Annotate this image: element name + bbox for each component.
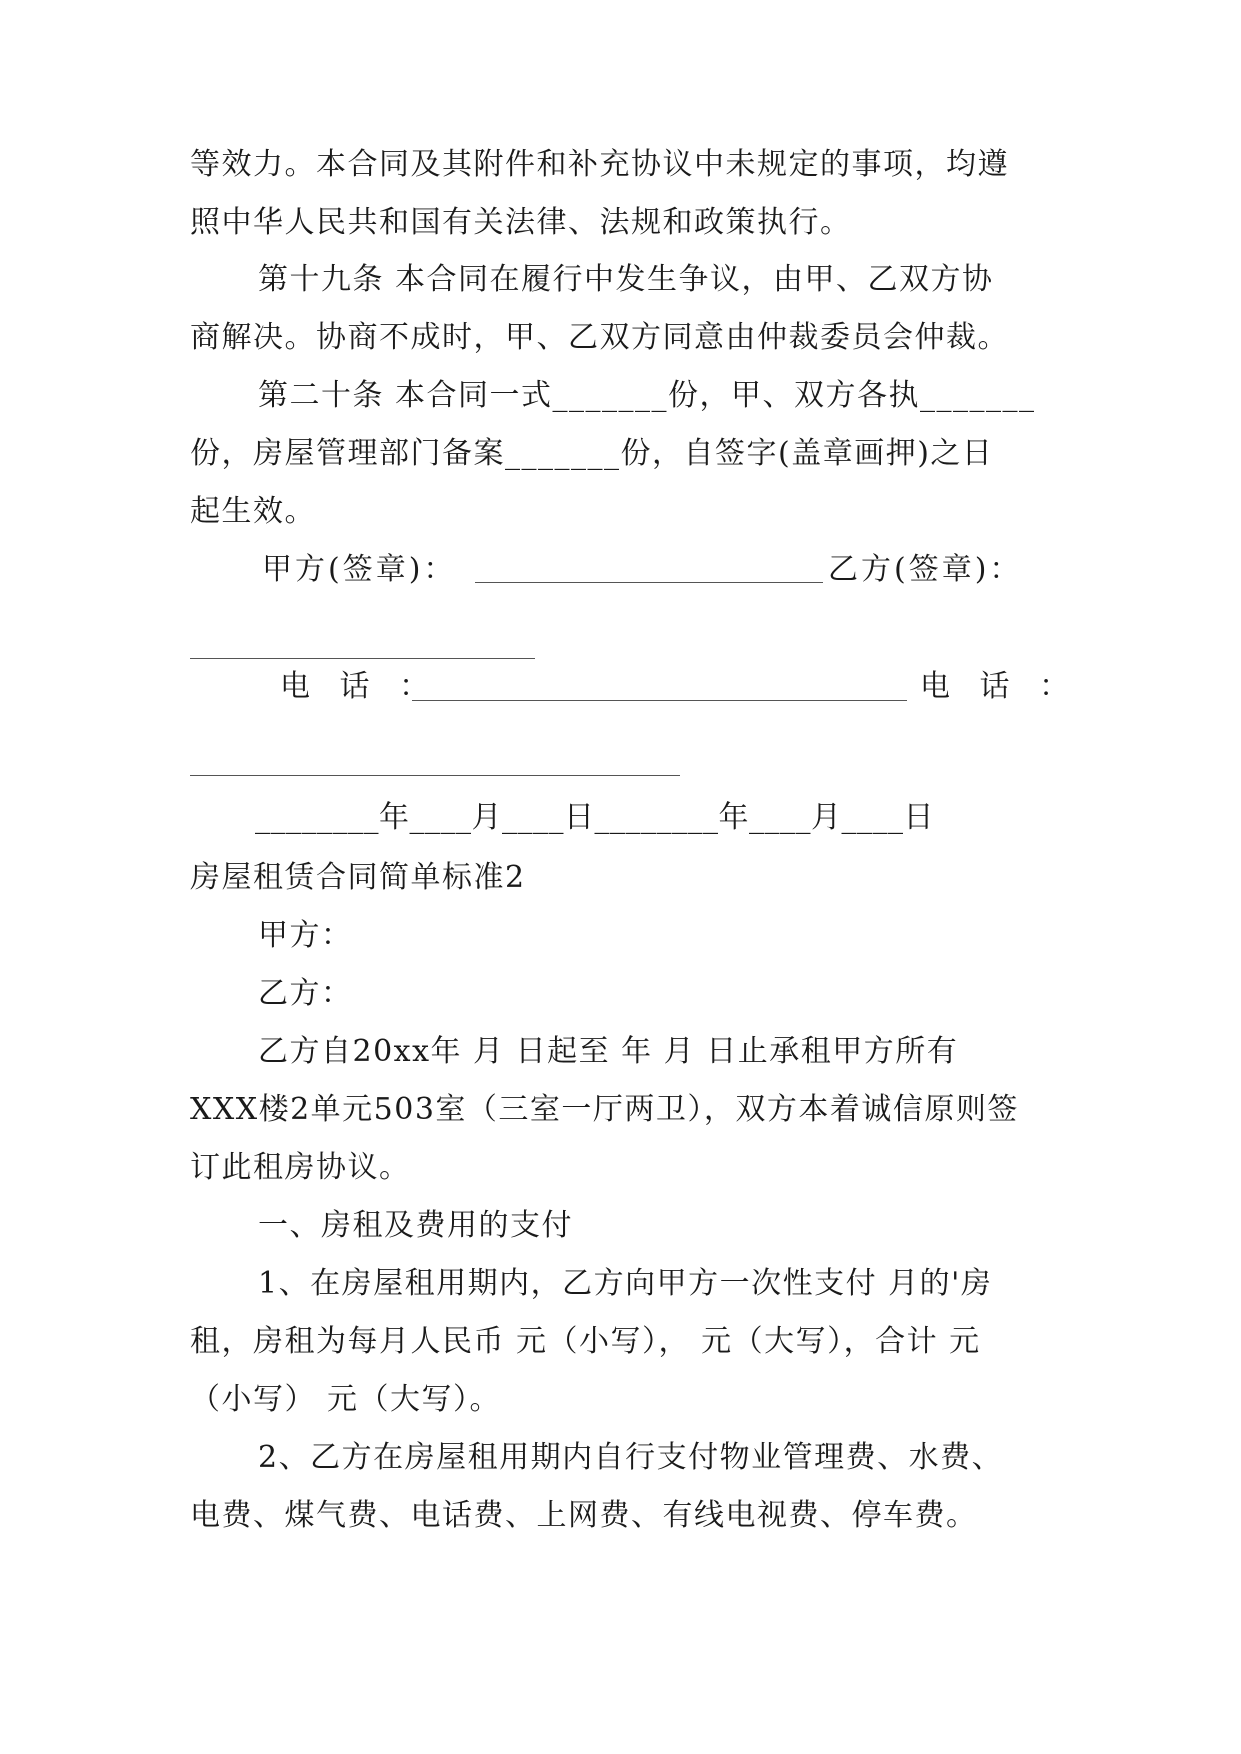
text-line: 2、乙方在房屋租用期内自行支付物业管理费、水费、 — [258, 1440, 1004, 1475]
article-20-heading: 第二十条 本合同一式_______份，甲、双方各执_______ — [258, 378, 1036, 413]
section-title: 房屋租赁合同简单标准2 — [190, 860, 526, 895]
text-line: 起生效。 — [190, 494, 316, 529]
party-b-signature-line — [190, 658, 535, 659]
text-line: 照中华人民共和国有关法律、法规和政策执行。 — [190, 205, 852, 240]
party-b-label: 乙方： — [258, 976, 353, 1011]
party-a-phone-line — [412, 700, 907, 701]
text-line: 订此租房协议。 — [190, 1150, 411, 1185]
text-line: 1、在房屋租用期内，乙方向甲方一次性支付 月的'房 — [258, 1266, 993, 1301]
text-line: XXX楼2单元503室（三室一厅两卫），双方本着诚信原则签 — [190, 1092, 1019, 1127]
text-line: 电费、煤气费、电话费、上网费、有线电视费、停车费。 — [190, 1498, 978, 1533]
party-b-phone-label: 电 话 ： — [920, 669, 1080, 704]
party-b-signature-label: 乙方(签章)： — [828, 552, 1023, 587]
date-line: ________年____月____日________年____月____日 — [255, 800, 934, 835]
party-a-phone-label: 电 话 ： — [280, 669, 440, 704]
text-line: 份，房屋管理部门备案_______份，自签字(盖章画押)之日 — [190, 436, 994, 471]
text-line: 等效力。本合同及其附件和补充协议中未规定的事项，均遵 — [190, 147, 1009, 182]
party-a-signature-label: 甲方(签章)： — [262, 552, 457, 587]
text-line: 商解决。协商不成时，甲、乙双方同意由仲裁委员会仲裁。 — [190, 320, 1009, 355]
clause-heading: 一、房租及费用的支付 — [258, 1208, 573, 1243]
party-b-phone-line — [190, 775, 680, 776]
text-line: （小写） 元（大写）。 — [190, 1382, 502, 1417]
party-a-signature-line — [475, 582, 823, 583]
text-line: 租，房租为每月人民币 元（小写）， 元（大写），合计 元 — [190, 1324, 981, 1359]
party-a-label: 甲方： — [258, 918, 353, 953]
text-line: 乙方自20xx年 月 日起至 年 月 日止承租甲方所有 — [258, 1034, 959, 1069]
article-19-heading: 第十九条 本合同在履行中发生争议，由甲、乙双方协 — [258, 262, 994, 297]
